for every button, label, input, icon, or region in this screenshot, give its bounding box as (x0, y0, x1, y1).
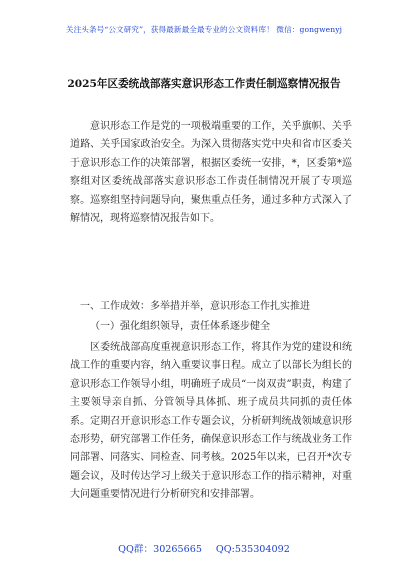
section-1-heading (70, 298, 352, 316)
footer-contact (0, 541, 408, 555)
section-1-1-paragraph (70, 339, 352, 505)
section-1-1-heading (70, 318, 352, 336)
intro-paragraph (70, 118, 352, 228)
section-1-heading-text: 一、工作成效：多举措并举，意识形态工作扎实推进 (80, 301, 310, 312)
document-title: 2025年区委统战部落实意识形态工作责任制巡察情况报告 (67, 78, 341, 90)
header-banner: 关注头条号“公文研究”，获得最新最全最专业的公文资料库！ 微信：gongwenyj (65, 25, 343, 34)
section-1-1-heading-text: （一）强化组织领导，责任体系逐步健全 (90, 321, 270, 332)
footer-qq-group: QQ群：30265665 (118, 544, 202, 555)
footer-qq-number: QQ:535304092 (215, 544, 290, 555)
section-1-1-body-text: 区委统战部高度重视意识形态工作，将其作为党的建设和统战工作的重要内容，纳入重要议事日程。成立了以部长为组长的意识形态工作领导小组，明确班子成员“一岗双责”职责，构建了主要领导亲自抓、分管领导具体抓、班子成员共同抓的责任体系。定期召开意识形态工作专题会议，分析研判统战领域意识形态形势，研究部署工作任务，确保意识形态工作与统战业务工作同部署、同落实、同检查、同考核。2025年以来，已召开*次专题会议，及时传达学习上级关于意识形态工作的指示精神，对重大问题重要情况进行分析研究和安排部署。 (70, 342, 352, 501)
intro-text: 意识形态工作是党的一项极端重要的工作，关乎旗帜、关乎道路、关乎国家政治安全。为深入贯彻落实党中央和省市区委关于意识形态工作的决策部署，根据区委统一安排，*，区委第*巡察组对区委统战部落实意识形态工作责任制情况开展了专项巡察。巡察组坚持问题导向，聚焦重点任务，通过多种方式深入了解情况，现将巡察情况报告如下。 (70, 121, 352, 225)
